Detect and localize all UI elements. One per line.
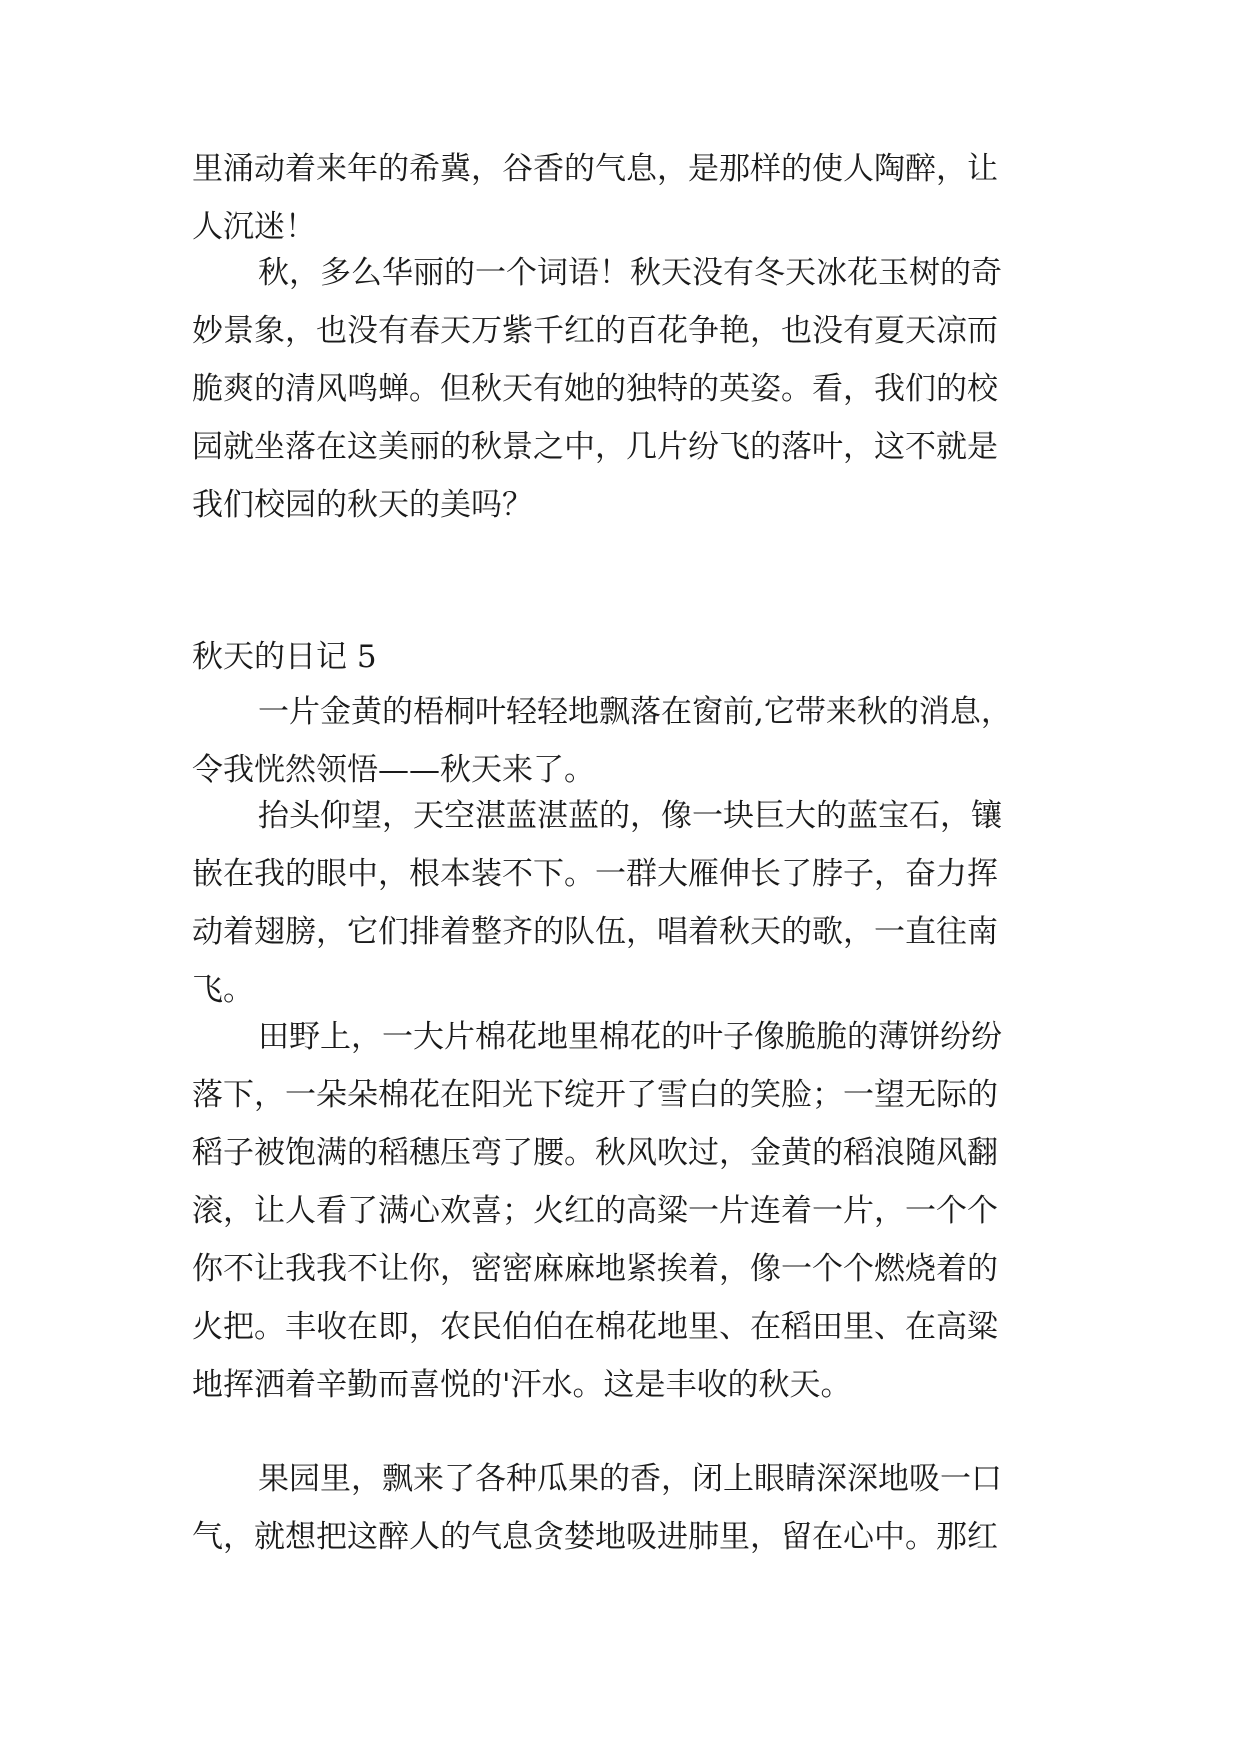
text-line: 嵌在我的眼中，根本装不下。一群大雁伸长了脖子，奋力挥 (192, 856, 998, 892)
text-line: 动着翅膀，它们排着整齐的队伍，唱着秋天的歌，一直往南 (192, 914, 998, 950)
paragraph-fields (192, 1008, 1052, 1414)
text-line: 火把。丰收在即，农民伯伯在棉花地里、在稻田里、在高粱 (192, 1309, 998, 1345)
text-line: 脆爽的清风鸣蝉。但秋天有她的独特的英姿。看，我们的校 (192, 371, 998, 407)
text-line: 一片金黄的梧桐叶轻轻地飘落在窗前,它带来秋的消息， (258, 694, 1012, 730)
text-line: 飞。 (192, 972, 254, 1008)
paragraph-orchard (192, 1450, 1052, 1566)
text-line: 落下，一朵朵棉花在阳光下绽开了雪白的笑脸；一望无际的 (192, 1077, 998, 1113)
text-line: 抬头仰望，天空湛蓝湛蓝的，像一块巨大的蓝宝石，镶 (258, 798, 1002, 834)
text-line: 我们校园的秋天的美吗？ (192, 487, 533, 523)
text-line: 田野上，一大片棉花地里棉花的叶子像脆脆的薄饼纷纷 (258, 1019, 1002, 1055)
paragraph-autumn-word (192, 244, 1052, 534)
text-line: 你不让我我不让你，密密麻麻地紧挨着，像一个个燃烧着的 (192, 1251, 998, 1287)
text-line: 妙景象，也没有春天万紫千红的百花争艳，也没有夏天凉而 (192, 313, 998, 349)
text-line: 地挥洒着辛勤而喜悦的'汗水。这是丰收的秋天。 (192, 1367, 852, 1403)
text-line: 里涌动着来年的希冀，谷香的气息，是那样的使人陶醉，让 (192, 151, 998, 187)
text-line: 园就坐落在这美丽的秋景之中，几片纷飞的落叶，这不就是 (192, 429, 998, 465)
text-line: 果园里，飘来了各种瓜果的香，闭上眼睛深深地吸一口 (258, 1461, 1002, 1497)
section-title: 秋天的日记 5 (192, 639, 377, 675)
paragraph-continuation (192, 140, 1052, 256)
text-line: 人沉迷！ (192, 209, 316, 245)
text-line: 滚，让人看了满心欢喜；火红的高粱一片连着一片，一个个 (192, 1193, 998, 1229)
text-line: 稻子被饱满的稻穗压弯了腰。秋风吹过，金黄的稻浪随风翻 (192, 1135, 998, 1171)
text-line: 令我恍然领悟——秋天来了。 (192, 752, 595, 788)
paragraph-sky (192, 787, 1052, 1019)
paragraph-leaf (192, 683, 1052, 799)
text-line: 秋，多么华丽的一个词语！秋天没有冬天冰花玉树的奇 (258, 255, 1002, 291)
text-line: 气，就想把这醉人的气息贪婪地吸进肺里，留在心中。那红 (192, 1519, 998, 1555)
